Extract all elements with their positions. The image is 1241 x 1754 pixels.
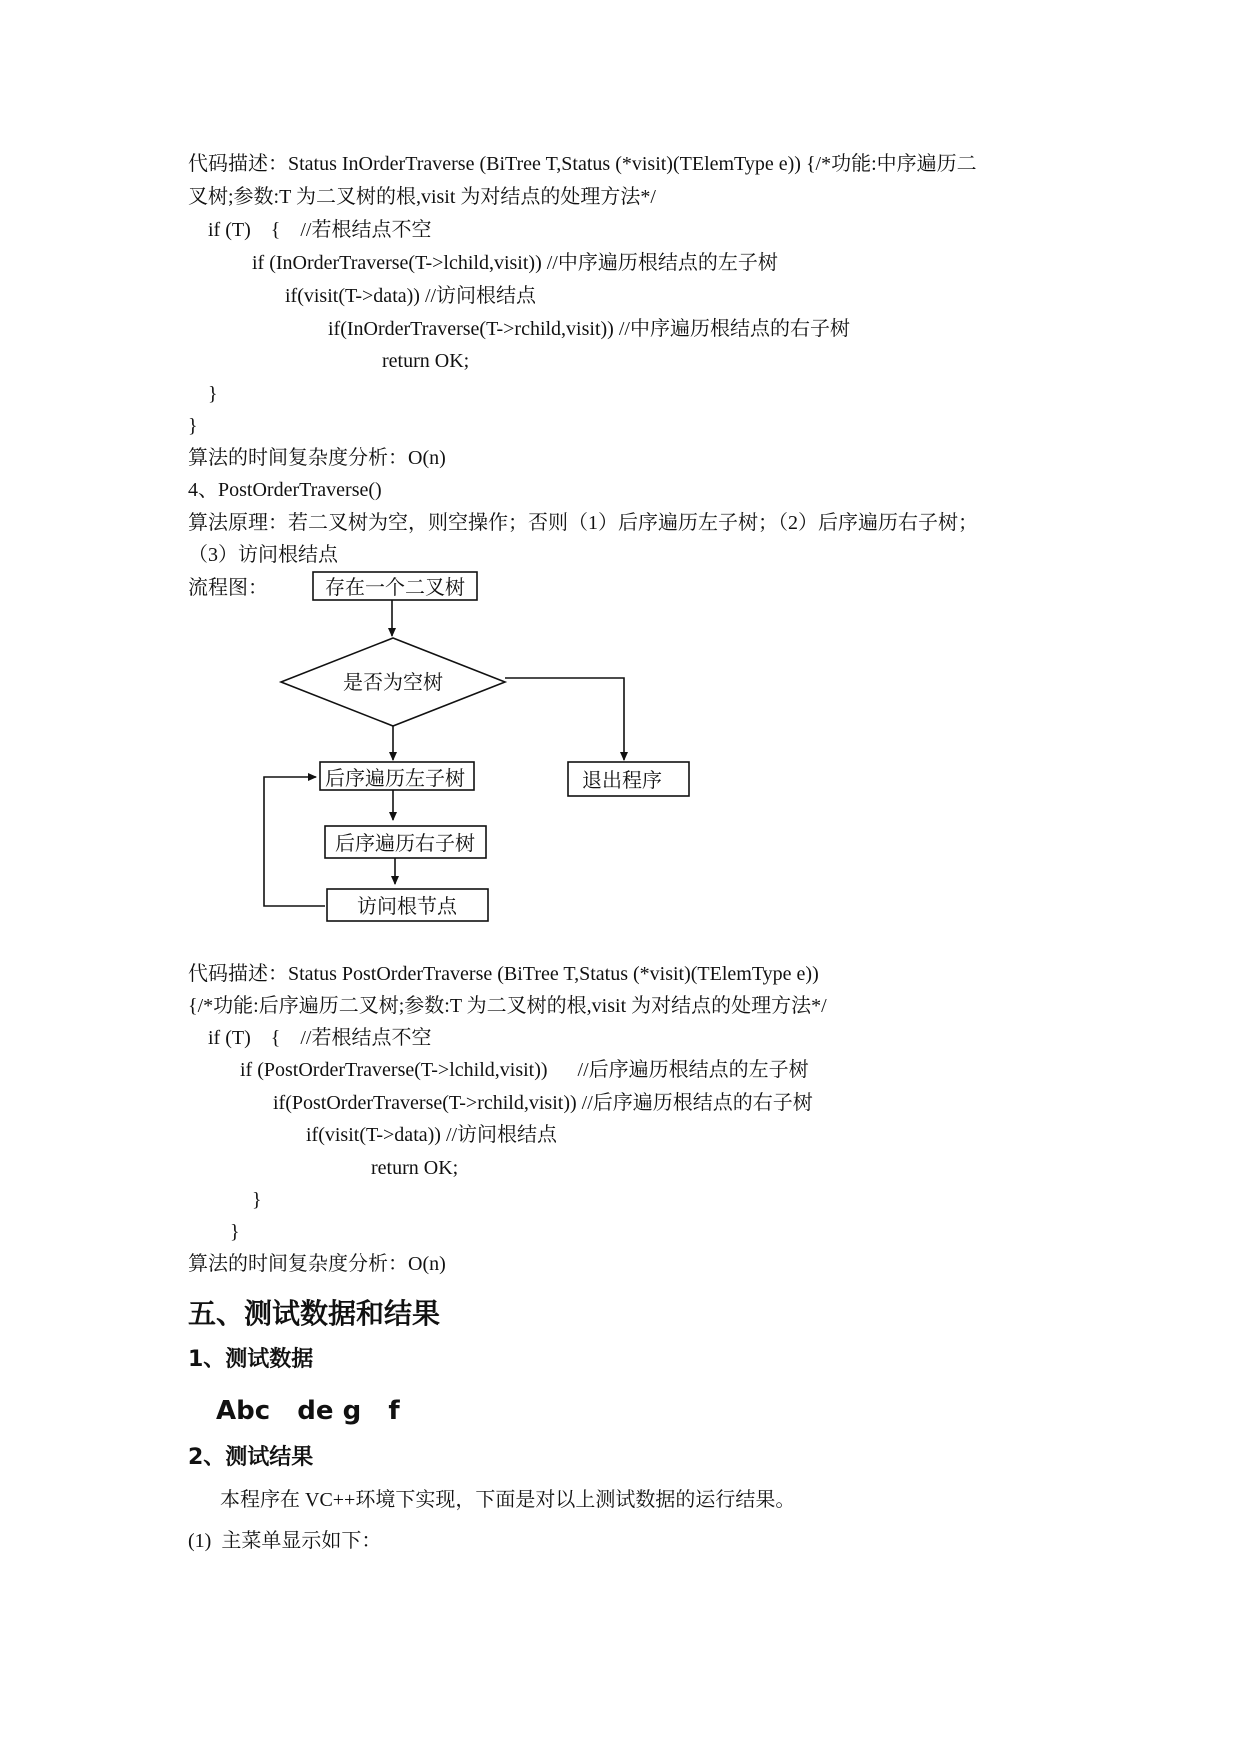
postorder-code-line: return OK; [371,1157,459,1179]
postorder-signature-line2: {/*功能:后序遍历二叉树;参数:T 为二叉树的根,visit 为对结点的处理方法*/ [188,995,827,1017]
inorder-code-line: } [208,383,218,405]
subsection-title: 2、测试结果 [188,1445,314,1470]
flow-decision-text: 是否为空树 [343,670,443,694]
inorder-code-line: if (InOrderTraverse(T->lchild,visit)) //中序遍历根结点的左子树 [252,252,778,274]
flow-arrow [505,678,624,760]
flow-loop-arrow [264,777,325,906]
postorder-code-line: } [252,1189,262,1211]
flow-step1-text: 后序遍历左子树 [325,766,465,790]
postorder-code-line: if(PostOrderTraverse(T->rchild,visit)) //后序遍历根结点的右子树 [273,1092,813,1114]
inorder-code-line: if(InOrderTraverse(T->rchild,visit)) //中序遍历根结点的右子树 [328,318,850,340]
postorder-code-line: if (T) { //若根结点不空 [208,1027,432,1049]
inorder-complexity: 算法的时间复杂度分析：O(n) [188,447,446,469]
postorder-principle-line2: （3）访问根结点 [188,544,338,566]
inorder-code-line: return OK; [382,350,470,372]
flowchart-label: 流程图： [188,577,268,599]
result-description: 本程序在 VC++环境下实现，下面是对以上测试数据的运行结果。 [220,1489,796,1511]
inorder-code-line: } [188,415,198,437]
postorder-principle-line1: 算法原理：若二叉树为空，则空操作；否则（1）后序遍历左子树；（2）后序遍历右子树； [188,512,978,534]
inorder-signature-line2: 叉树;参数:T 为二叉树的根,visit 为对结点的处理方法*/ [188,186,656,208]
postorder-code-line: } [230,1221,240,1243]
flow-exit-text: 退出程序 [582,768,662,792]
subsection-title: 1、测试数据 [188,1347,314,1372]
result-item: (1) 主菜单显示如下： [188,1530,382,1552]
test-data: Abc de g f [216,1396,400,1426]
flow-step3-text: 访问根节点 [357,894,457,918]
postorder-signature-line1: 代码描述：Status PostOrderTraverse (BiTree T,Status (*visit)(TElemType e)) [188,963,819,985]
flow-start-text: 存在一个二叉树 [325,575,465,599]
flow-step2-text: 后序遍历右子树 [335,831,475,855]
inorder-signature-line1: 代码描述：Status InOrderTraverse (BiTree T,Status (*visit)(TElemType e)) {/*功能:中序遍历二 [188,153,977,175]
section-title: 五、测试数据和结果 [188,1297,441,1330]
postorder-heading: 4、PostOrderTraverse() [188,479,382,501]
inorder-code-line: if(visit(T->data)) //访问根结点 [285,285,537,307]
postorder-code-line: if(visit(T->data)) //访问根结点 [306,1124,558,1146]
postorder-code-line: if (PostOrderTraverse(T->lchild,visit)) //后序遍历根结点的左子树 [240,1059,809,1081]
inorder-code-line: if (T) { //若根结点不空 [208,219,432,241]
postorder-complexity: 算法的时间复杂度分析：O(n) [188,1253,446,1275]
